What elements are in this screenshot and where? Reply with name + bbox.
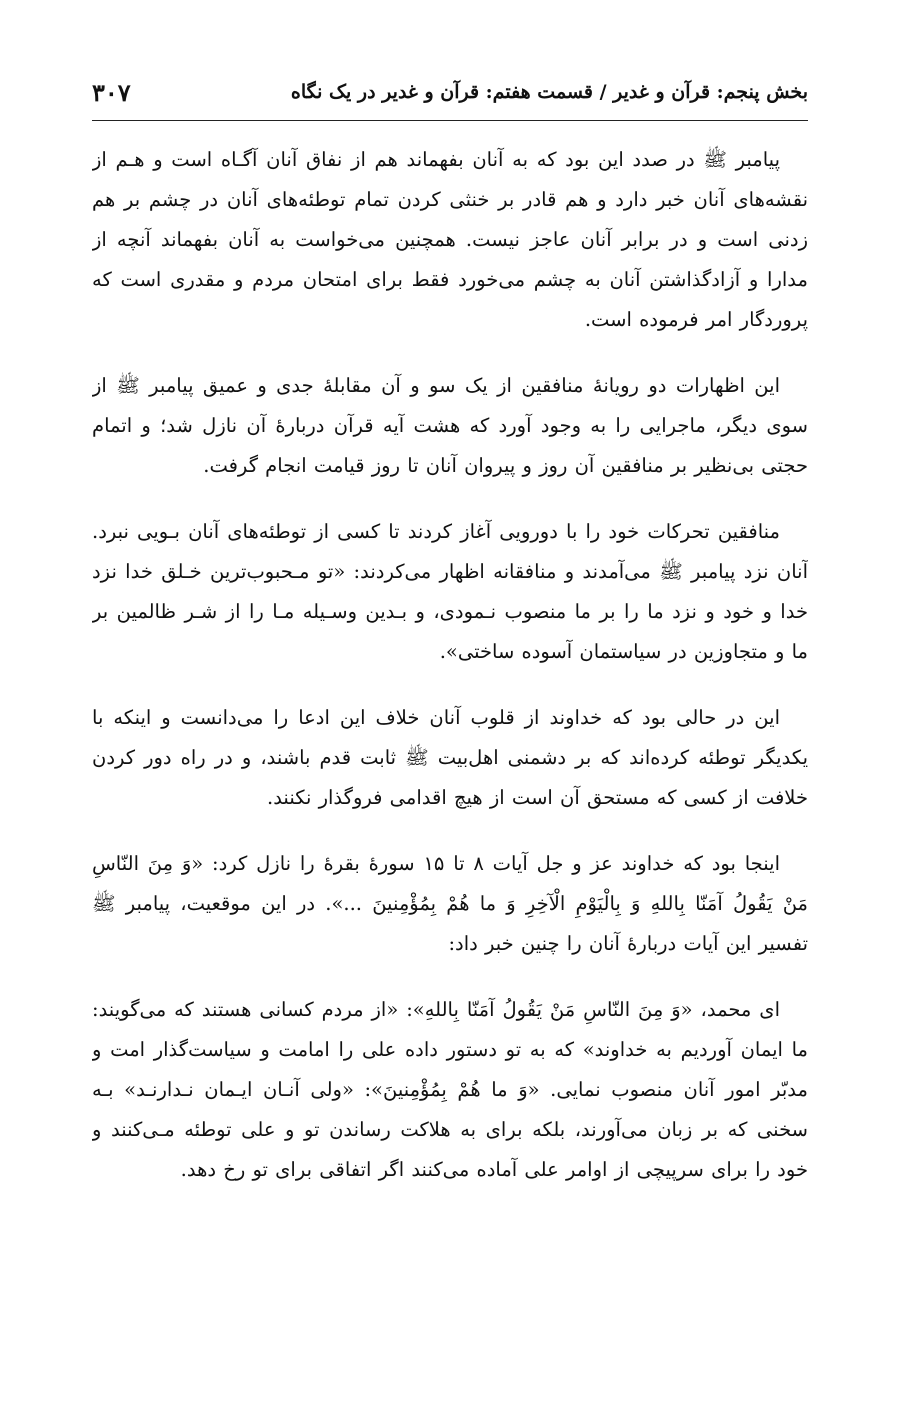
running-head: بخش پنجم: قرآن و غدیر / قسمت هفتم: قرآن و غدیر در یک نگاه xyxy=(290,81,808,103)
paragraph: پیامبر ﷺ در صدد این بود که به آنان بفهماند هم از نفاق آنان آگـاه است و هـم از نقشه‌های آنان خبر دارد و هم قادر بر خنثی کردن تمام توطئه‌های آنان در چشم بر هم زدنی است و در برابر آنان عاجز نیست. همچنین می‌خواست به آنان بفهماند آنچه از مدارا و آزادگذاشتن آنان به چشم می‌خورد فقط برای امتحان مردم و مقدری است که پروردگار امر فرموده است. xyxy=(92,148,808,331)
paragraph: این اظهارات دو رویانهٔ منافقین از یک سو و آن مقابلهٔ جدی و عمیق پیامبر ﷺ از سوی دیگر، ماجرایی را به وجود آورد که هشت آیه قرآن دربارهٔ آن نازل شد؛ و اتمام حجتی بی‌نظیر بر منافقین آن روز و پیروان آنان تا روز قیامت انجام گرفت. xyxy=(92,374,808,477)
paragraph: ای محمد، «وَ مِنَ النّاسِ مَنْ یَقُولُ آمَنّا بِاللهِ»: «از مردم کسانی هستند که می‌گویند: ما ایمان آوردیم به خداوند» که به تو دستور داده علی را امامت و سیاست‌گذار امت و مدبّر امور آنان منصوب نمایی. «وَ ما هُمْ بِمُؤْمِنینَ»: «ولی آنـان ایـمان نـدارنـد» بـه سخنی که بر زبان می‌آورند، بلکه برای به هلاکت رساندن تو و علی توطئه مـی‌کنند و خود را برای سرپیچی از اوامر علی آماده می‌کنند اگر اتفاقی برای تو رخ دهد. xyxy=(92,998,808,1181)
page-body xyxy=(92,140,808,1345)
page-header xyxy=(92,72,808,121)
paragraph: اینجا بود که خداوند عز و جل آیات ۸ تا ۱۵ سورهٔ بقرهٔ را نازل کرد: «وَ مِنَ النّاسِ مَنْ یَقُولُ آمَنّا بِاللهِ وَ بِالْیَوْمِ الْآخِرِ وَ ما هُمْ بِمُؤْمِنینَ ...». در این موقعیت، پیامبر ﷺ تفسیر این آیات دربارهٔ آنان را چنین خبر داد: xyxy=(92,852,808,955)
paragraph: منافقین تحرکات خود را با دورویی آغاز کردند تا کسی از توطئه‌های آنان بـویی نبرد. آنان نزد پیامبر ﷺ می‌آمدند و منافقانه اظهار می‌کردند: «تو مـحبوب‌ترین خـلق خدا نزد خدا و خود و نزد ما را بر ما منصوب نـمودی، و بـدین وسـیله مـا را از شـر ظالمین بر ما و متجاوزین در سیاستمان آسوده ساختی». xyxy=(92,520,808,663)
page-number: ۳۰۷ xyxy=(92,77,131,107)
paragraph: این در حالی بود که خداوند از قلوب آنان خلاف این ادعا را می‌دانست و اینکه با یکدیگر توطئه کرده‌اند که بر دشمنی اهل‌بیت ﷺ ثابت قدم باشند، و در راه دور کردن خلافت از کسی که مستحق آن است از هیچ اقدامی فروگذار نکنند. xyxy=(92,706,808,809)
